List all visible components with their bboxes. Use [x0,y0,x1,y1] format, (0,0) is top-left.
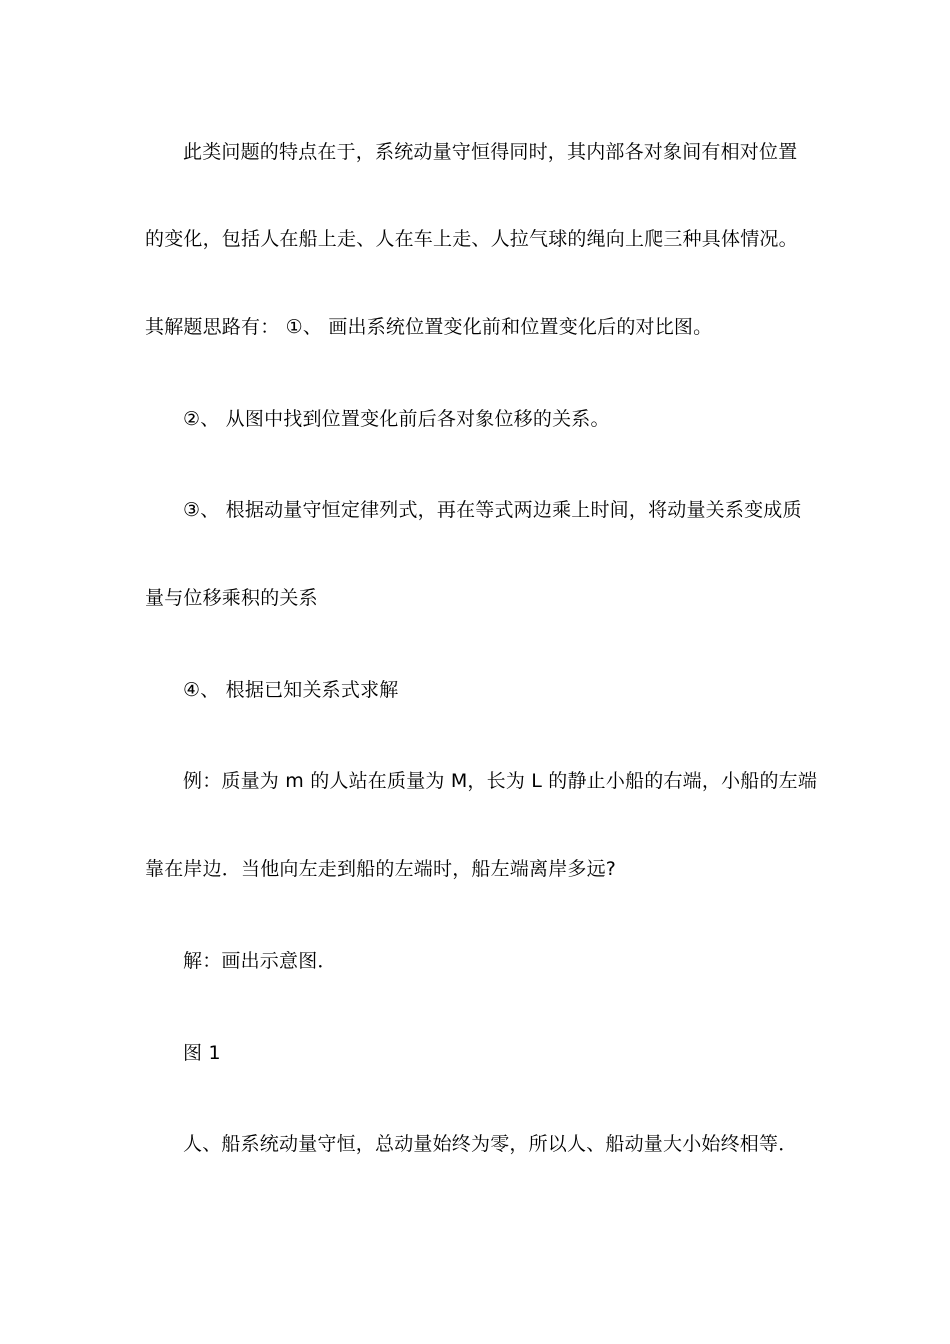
paragraph-line-2: 的变化，包括人在船上走、人在车上走、人拉气球的绳向上爬三种具体情况。 [145,228,798,250]
step-3-line-1: ③、 根据动量守恒定律列式，再在等式两边乘上时间，将动量关系变成质 [183,499,802,521]
step-2: ②、 从图中找到位置变化前后各对象位移的关系。 [183,408,610,430]
figure-label: 图 1 [183,1042,221,1064]
solution-steps-intro: 其解题思路有： ①、 画出系统位置变化前和位置变化后的对比图。 [145,316,713,338]
example-line-2: 靠在岸边．当他向左走到船的左端时，船左端离岸多远? [145,858,617,880]
example-line-1: 例：质量为 m 的人站在质量为 M，长为 L 的静止小船的右端，小船的左端 [183,770,818,792]
solution-line: 解：画出示意图． [183,950,337,972]
paragraph-line-1: 此类问题的特点在于，系统动量守恒得同时，其内部各对象间有相对位置 [183,141,798,163]
step-3-line-2: 量与位移乘积的关系 [145,587,318,609]
conclusion-line: 人、船系统动量守恒，总动量始终为零，所以人、船动量大小始终相等． [183,1133,798,1155]
step-4: ④、 根据已知关系式求解 [183,679,399,701]
